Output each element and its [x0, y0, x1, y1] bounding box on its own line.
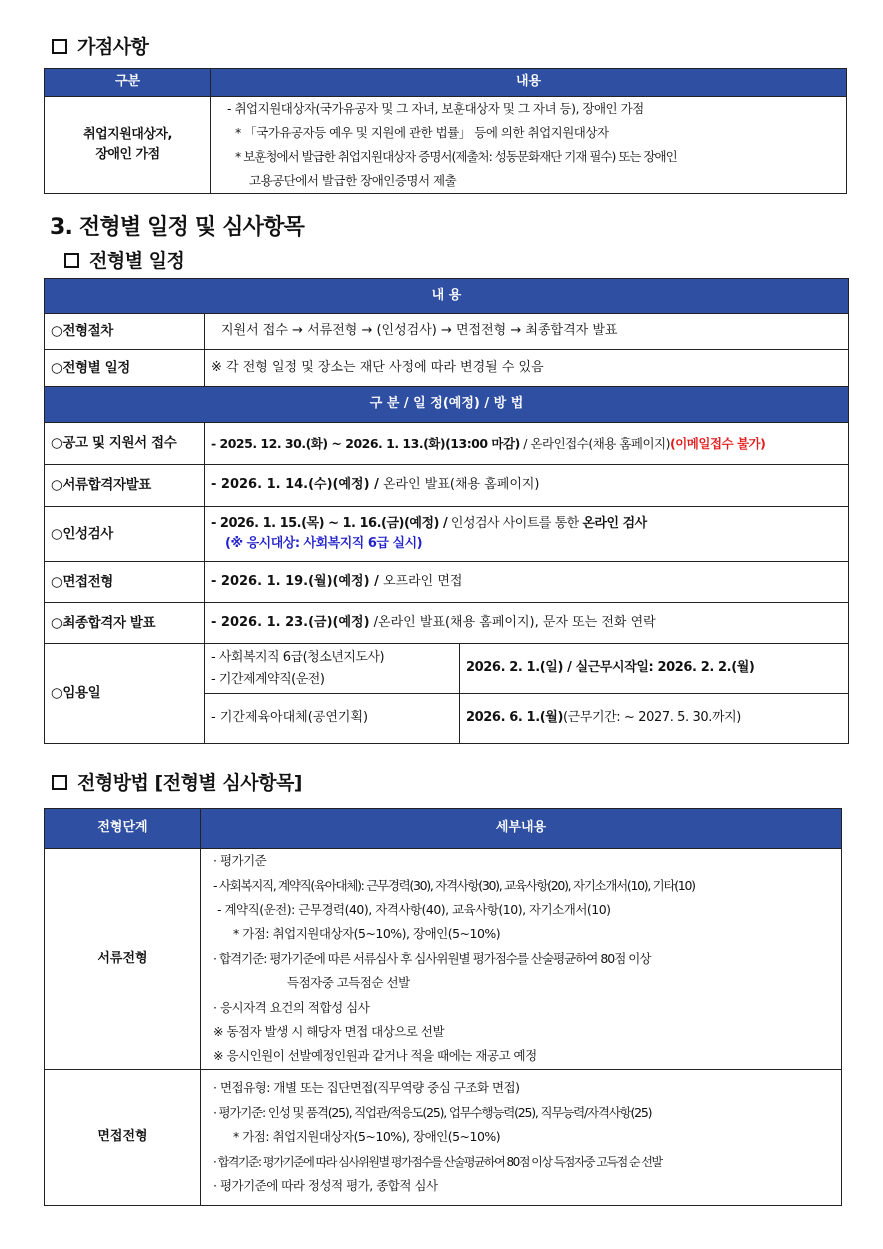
int-stage-detail	[201, 1070, 842, 1206]
detail-line: - 계약직(운전): 근무경력(40), 자격사항(40), 교육사항(10), 자기소개서(10)	[217, 901, 611, 917]
doc-stage-detail	[201, 849, 842, 1070]
section3-title: 3. 전형별 일정 및 심사항목	[50, 215, 305, 240]
checkbox-square-icon	[64, 253, 79, 268]
method-table	[44, 808, 842, 1206]
doc-result-value: - 2026. 1. 14.(수)(예정) / 온라인 발표(채용 홈페이지)	[205, 465, 849, 507]
detail-line: * 가점: 취업지원대상자(5~10%), 장애인(5~10%)	[233, 1129, 501, 1145]
detail-line: · 합격기준: 평가기준에 따른 서류심사 후 심사위원별 평가점수를 산술평균하여 80점 이상	[213, 950, 651, 966]
detail-line: · 합격기준: 평가기준에 따라 심사위원별 평가점수를 산술평균하여 80점 이상 득점자중 고득점 순 선발	[213, 1154, 662, 1169]
aptitude-label: ○인성검사	[45, 507, 205, 562]
addpoint-table	[44, 68, 847, 194]
detail-line: · 응시자격 요건의 적합성 심사	[213, 999, 370, 1015]
addpoint-title: 가점사항	[52, 32, 148, 59]
int-stage-label: 면접전형	[45, 1070, 201, 1206]
schedule-table	[44, 278, 849, 744]
aptitude-value: - 2026. 1. 15.(목) ~ 1. 16.(금)(예정) / 인성검사 사이트를 통한 온라인 검사 (※ 응시대상: 사회복지직 6급 실시)	[205, 507, 849, 562]
method-head-detail: 세부내용	[201, 809, 842, 849]
schedule-header-2: 구 분 / 일 정(예정) / 방 법	[45, 387, 849, 423]
schedule-label: ○전형별 일정	[45, 350, 205, 387]
detail-line: · 면접유형: 개별 또는 집단면접(직무역량 중심 구조화 면접)	[213, 1080, 520, 1096]
final-label: ○최종합격자 발표	[45, 603, 205, 644]
method-title: 전형방법 [전형별 심사항목]	[52, 768, 302, 795]
detail-line: 득점자중 고득점순 선발	[287, 975, 410, 991]
addpoint-head-category: 구분	[45, 69, 211, 97]
appoint-a-positions: - 사회복지직 6급(청소년지도사) - 기간제계약직(운전)	[205, 644, 460, 694]
doc-stage-label: 서류전형	[45, 849, 201, 1070]
schedule-header: 내 용	[45, 279, 849, 314]
addpoint-content	[211, 97, 847, 194]
addpoint-label: 취업지원대상자, 장애인 가점	[45, 97, 211, 194]
schedule-value: ※ 각 전형 일정 및 장소는 재단 사정에 따라 변경될 수 있음	[205, 350, 849, 387]
detail-line: ※ 응시인원이 선발예정인원과 같거나 적을 때에는 재공고 예정	[213, 1048, 537, 1064]
appoint-label: ○임용일	[45, 644, 205, 744]
process-value: 지원서 접수 → 서류전형 → (인성검사) → 면접전형 → 최종합격자 발표	[205, 314, 849, 350]
appoint-a-date: 2026. 2. 1.(일) / 실근무시작일: 2026. 2. 2.(월)	[460, 644, 849, 694]
process-label: ○전형절차	[45, 314, 205, 350]
addpoint-head-content: 내용	[211, 69, 847, 97]
addpoint-line: * 보훈청에서 발급한 취업지원대상자 증명서(제출처: 성동문화재단 기재 필수) 또는 장애인	[235, 149, 677, 164]
detail-line: · 평가기준에 따라 정성적 평가, 종합적 심사	[213, 1178, 438, 1194]
method-head-stage: 전형단계	[45, 809, 201, 849]
detail-line: - 사회복지직, 계약직(육아대체): 근무경력(30), 자격사항(30), 교육사항(20), 자기소개서(10), 기타(10)	[213, 877, 695, 893]
detail-line: · 평가기준: 인성 및 품격(25), 직업관/적응도(25), 업무수행능력(25), 직무능력/자격사항(25)	[213, 1104, 652, 1120]
final-value: - 2026. 1. 23.(금)(예정) /온라인 발표(채용 홈페이지), 문자 또는 전화 연락	[205, 603, 849, 644]
addpoint-line: * 「국가유공자등 예우 및 지원에 관한 법률」 등에 의한 취업지원대상자	[235, 125, 609, 140]
appoint-b-date: 2026. 6. 1.(월)(근무기간: ~ 2027. 5. 30.까지)	[460, 694, 849, 744]
doc-result-label: ○서류합격자발표	[45, 465, 205, 507]
notice-value: - 2025. 12. 30.(화) ~ 2026. 1. 13.(화)(13:00 마감) / 온라인접수(채용 홈페이지)(이메일접수 불가)	[205, 423, 849, 465]
interview-value: - 2026. 1. 19.(월)(예정) / 오프라인 면접	[205, 562, 849, 603]
addpoint-line: 고용공단에서 발급한 장애인증명서 제출	[249, 173, 457, 188]
notice-label: ○공고 및 지원서 접수	[45, 423, 205, 465]
detail-line: ※ 동점자 발생 시 해당자 면접 대상으로 선발	[213, 1024, 445, 1040]
checkbox-square-icon	[52, 39, 67, 54]
detail-line: · 평가기준	[213, 853, 267, 869]
checkbox-square-icon	[52, 775, 67, 790]
interview-label: ○면접전형	[45, 562, 205, 603]
schedule-title: 전형별 일정	[64, 246, 184, 273]
aptitude-note: (※ 응시대상: 사회복지직 6급 실시)	[225, 536, 423, 551]
appoint-b-position: - 기간제육아대체(공연기획)	[205, 694, 460, 744]
detail-line: * 가점: 취업지원대상자(5~10%), 장애인(5~10%)	[233, 926, 501, 942]
addpoint-line: - 취업지원대상자(국가유공자 및 그 자녀, 보훈대상자 및 그 자녀 등), 장애인 가점	[227, 101, 644, 116]
